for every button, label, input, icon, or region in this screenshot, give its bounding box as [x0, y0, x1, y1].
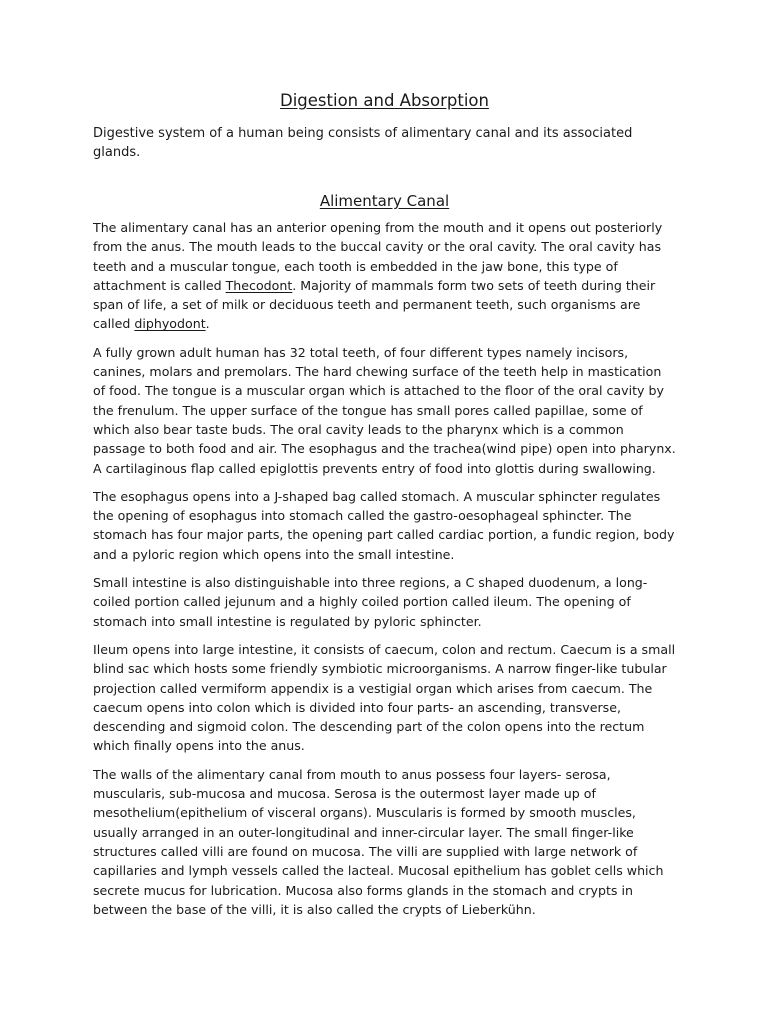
paragraph-text: The alimentary canal has an anterior opening from the mouth and it opens out posteriorly from the anus. The mouth leads to the buccal cavity or the oral cavity. The oral cavity has teeth and a muscular tongue, each tooth is embedded in the jaw bone, this type of attachment is called	[93, 220, 663, 293]
term-diphyodont: diphyodont	[134, 316, 206, 332]
paragraph-alimentary-canal-overview	[93, 218, 676, 334]
paragraph-text: . Majority of mammals form two sets of teeth during their span of life, a set of milk or deciduous teeth and permanent teeth, such organisms are called	[93, 277, 656, 332]
section-heading: Alimentary Canal	[319, 192, 450, 210]
paragraph-stomach: The esophagus opens into a J-shaped bag called stomach. A muscular sphincter regulates the opening of esophagus into stomach called the gastro-oesophageal sphincter. The stomach has four major parts, the opening part called cardiac portion, a fundic region, body and a pyloric region which opens into the small intestine.	[93, 488, 675, 562]
paragraph-small-intestine: Small intestine is also distinguishable into three regions, a C shaped duodenum, a long-coiled portion called jejunum and a highly coiled portion called ileum. The opening of stomach into small intestine is regulated by pyloric sphincter.	[93, 575, 648, 629]
intro-paragraph: Digestive system of a human being consists of alimentary canal and its associated glands.	[93, 126, 633, 160]
paragraph-teeth-tongue: A fully grown adult human has 32 total teeth, of four different types namely incisors, canines, molars and premolars. The hard chewing surface of the teeth help in mastication of food. The tongue is a muscular organ which is attached to the floor of the oral cavity by the frenulum. The upper surface of the tongue has small pores called papillae, some of which also bear taste buds. The oral cavity leads to the pharynx which is a common passage to both food and air. The esophagus and the trachea(wind pipe) open into pharynx. A cartilaginous flap called epiglottis prevents entry of food into glottis during swallowing.	[93, 344, 676, 476]
paragraph-large-intestine: Ileum opens into large intestine, it consists of caecum, colon and rectum. Caecum is a small blind sac which hosts some friendly symbiotic microorganisms. A narrow finger-like tubular projection called vermiform appendix is a vestigial organ which arises from caecum. The caecum opens into colon which is divided into four parts- an ascending, transverse, descending and sigmoid colon. The descending part of the colon opens into the rectum which finally opens into the anus.	[93, 641, 676, 754]
term-thecodont: Thecodont	[225, 277, 293, 293]
paragraph-text: .	[205, 316, 210, 332]
page-title: Digestion and Absorption	[280, 91, 489, 110]
paragraph-canal-walls: The walls of the alimentary canal from mouth to anus possess four layers- serosa, muscularis, sub-mucosa and mucosa. Serosa is the outermost layer made up of mesothelium(epithelium of visceral organs). Muscularis is formed by smooth muscles, usually arranged in an outer-longitudinal and inner-circular layer. The small finger-like structures called villi are found on mucosa. The villi are supplied with large network of capillaries and lymph vessels called the lacteal. Mucosal epithelium has goblet cells which secrete mucus for lubrication. Mucosa also forms glands in the stomach and crypts in between the base of the villi, it is also called the crypts of Lieberkühn.	[93, 766, 664, 917]
